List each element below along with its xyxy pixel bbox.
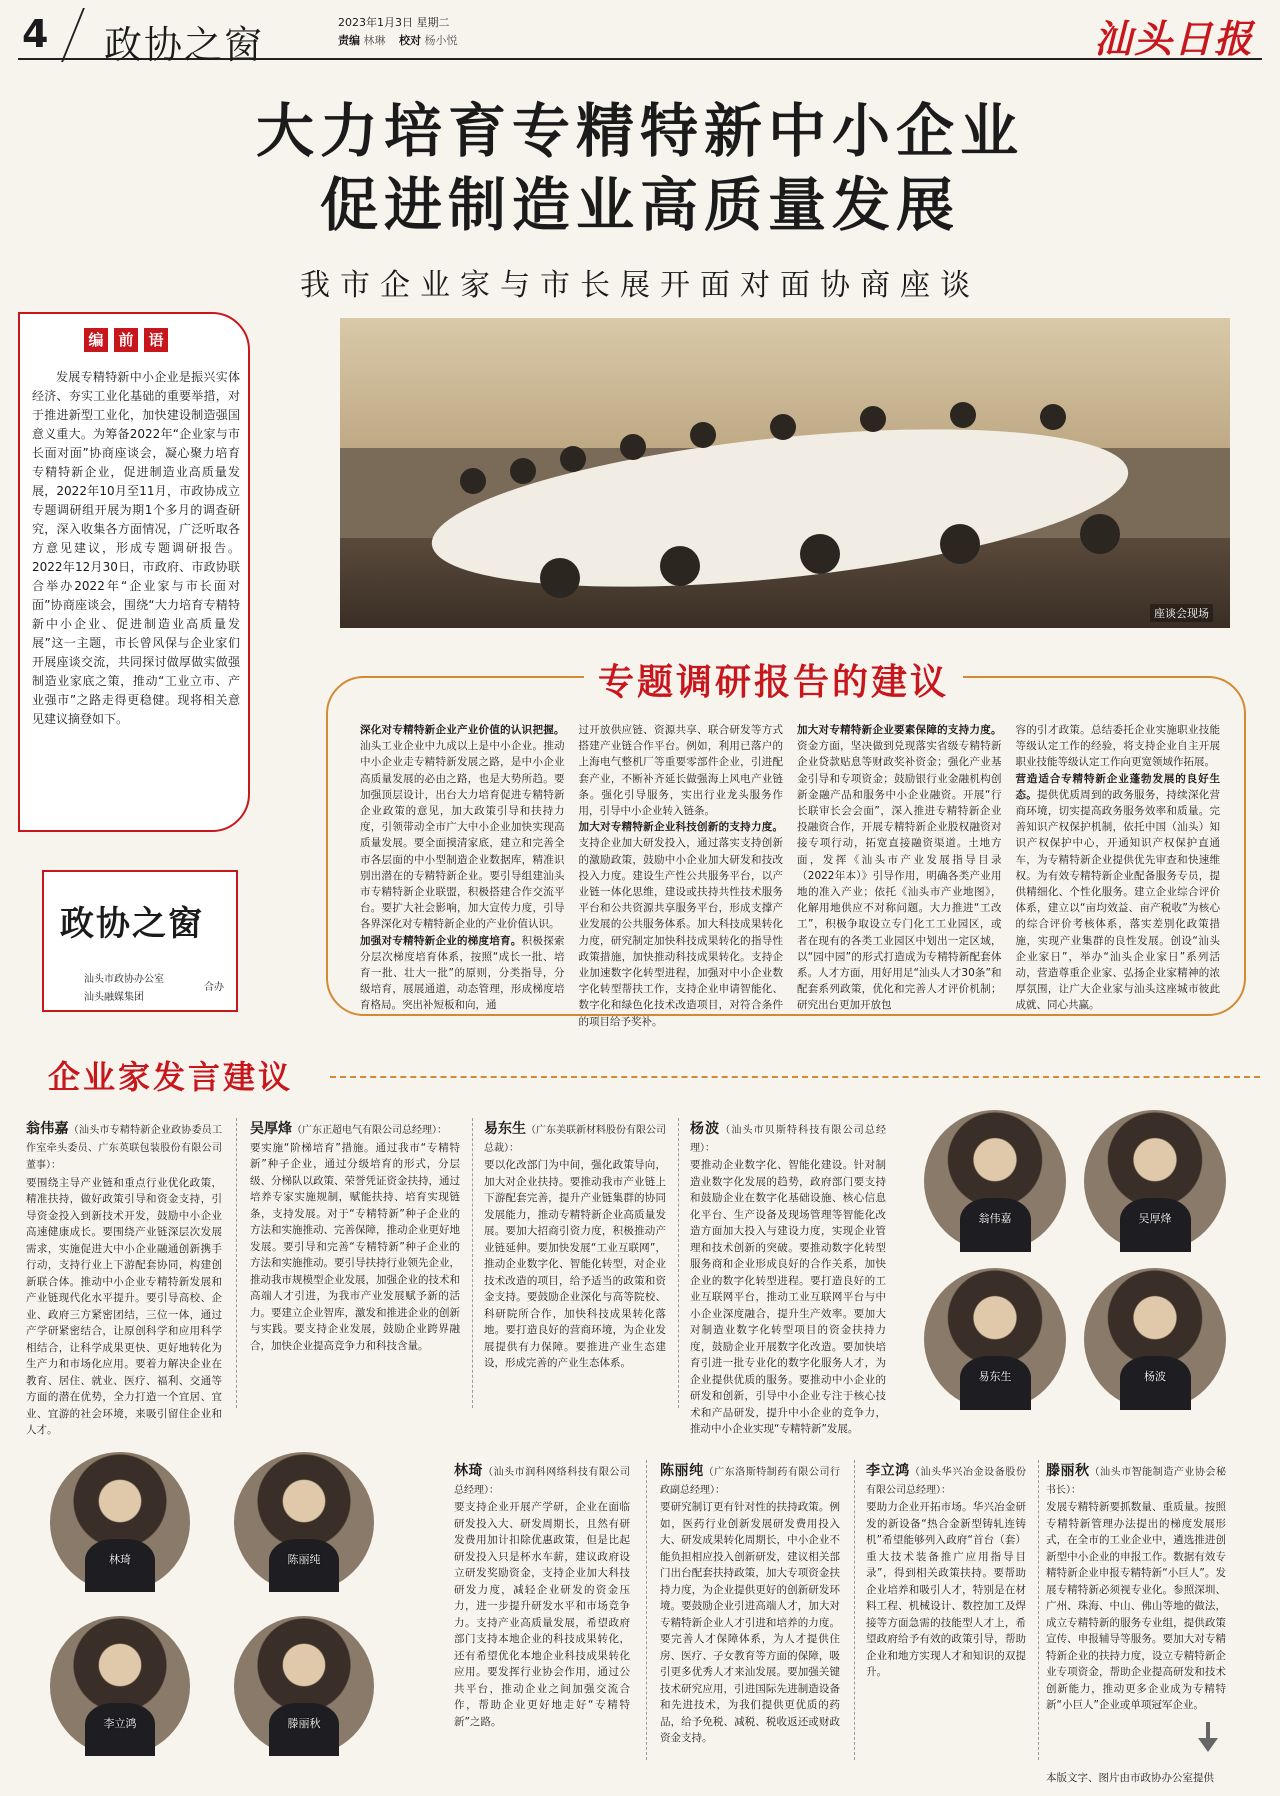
speaker-speech: 要以化改部门为中间，强化政策导向，加大对企业扶持。要推动我市产业链上下游配套完善，提升产业链集群的协同发展能力，推动专精特新企业高质量发展。要加大招商引资力度，积极推动产业链延伸。要加快发展“工业互联网”，推动企业数字化、智能化转型，对企业技术改造的项目，给予适当的政策和资金支持。要鼓励企业深化与高等院校、科研院所合作，加快科技成果转化落地。要打造良好的营商环境，为企业发展提供有力保障。要推进产业生态建设，形成完善的产业生态体系。 bbox=[484, 1159, 666, 1369]
photo-person bbox=[860, 406, 886, 432]
report-paragraph: 汕头工业企业中九成以上是中小企业。推动中小企业走专精特新发展之路，是中小企业高质量发展的必由之路，也是大势所趋。要加强顶层设计，出台大力培育促进专精特新企业政策的意见，加大政策引导和扶持力度，引领带动全市广大中小企业加快实现高质量发展。要全面摸清家底，建立和完善全市各层面的中小型制造企业数据库，精准识别出潜在的专精特新企业。要引导组建汕头市专精特新企业联盟，积极搭建合作交流平台。要扩大社会影响，加大宣传力度，引导各界深化对专精特新企业的产业价值认识。 bbox=[360, 740, 565, 931]
speaker-speech: 要围绕主导产业链和重点行业优化政策，精准扶持，做好政策引导和资金支持，引导资金投入到新技术开发，鼓励中小企业高速健康成长。要围绕产业链深层次发展需求，实施促进大中小企业融通创新携手行动，支持行业上下游配套协同，构建创新联合体。推动中小企业专精特新发展和产业链现代化水平提升。要引导高校、企业、政府三方紧密团结，三位一体，通过产学研紧密结合，让原创科学和应用科学相结合，让科学成果更快、更好地转化为生产力和市场化应用。要着力解决企业在教育、居住、就业、医疗、福利、交通等方面的潜在优势，全力打造一个宜居、宜业、宜游的社会环境，来吸引留住企业和人才。 bbox=[26, 1176, 222, 1436]
speaker-photo bbox=[1084, 1268, 1226, 1410]
photo-label: 杨波 bbox=[1144, 1370, 1166, 1384]
section-name: 政协之窗 bbox=[104, 23, 265, 67]
section-divider bbox=[330, 1076, 1260, 1078]
speaker-name: 陈丽纯 bbox=[660, 1463, 704, 1479]
speaker-title: （广东洛斯特制药有限公司行政副总经理）： bbox=[660, 1467, 841, 1496]
photo-person bbox=[950, 402, 976, 428]
photo-person bbox=[540, 558, 580, 598]
speaker-name: 杨波 bbox=[690, 1121, 721, 1137]
speaker-title: （广东正超电气有限公司总经理）： bbox=[292, 1125, 447, 1136]
report-paragraph: 支持企业加大研发投入，通过落实支持创新的激励政策，鼓励中小企业加大研发和技改投入力度。建设生产性公共服务平台，以产业链一体化思维，建设或扶持共性技术服务平台和公共资源共享服务平台，形成支撑产业发展的公共服务体系。加大科技成果转化力度，研究制定加快科技成果转化的指导性政策措施，加快推动科技成果转化。支持企业加速数字化转型进程，加强对中小企业数字化转型帮扶工作，支持企业申请智能化、数字化和绿色化技术改造项目，对符合条件的项目给予奖补。 bbox=[578, 837, 783, 1028]
speaker-photo bbox=[1084, 1110, 1226, 1252]
issue-meta bbox=[338, 14, 468, 50]
speaker-photo bbox=[234, 1616, 374, 1756]
speaker-name: 易东生 bbox=[484, 1121, 526, 1137]
speaker-title: （广东美联新材料股份有限公司总裁）： bbox=[484, 1125, 666, 1154]
column-divider bbox=[472, 1118, 473, 1408]
column-divider bbox=[236, 1118, 237, 1408]
meeting-photo bbox=[340, 318, 1230, 626]
co-organizer-joint: 合办 bbox=[204, 982, 224, 993]
speaker-speech: 发展专精特新要抓数量、重质量。按照专精特新管理办法提出的梯度发展形式，在全市的工业企业中，遴选推进创新型中小企业的申报工作。数据有效专精特新企业申报专精特新“小巨人”。发展专精特新必须视专业化。参照深圳、广州、珠海、中山、佛山等地的做法，成立专精特新的服务专业组，提供政策宣传、申报辅导等服务。要加大对专精特新企业的扶持力度，设立专精特新企业专项资金，帮助企业提高研发和技术创新能力，推动更多企业成为专精特新“小巨人”企业或单项冠军企业。 bbox=[1046, 1501, 1226, 1711]
speaker-speech: 要实施“阶梯培育”措施。通过我市“专精特新”种子企业，通过分级培育的形式，分层级、分梯队以政策、荣誉凭证资金扶持，通过培养专家实施规制，赋能扶持、培育实现链条，支持发展。对于“专精特新”种子企业的方法和实施推动、完善保障，推动企业更好地发展。要引导和完善“专精特新”种子企业的方法和实施推动。要引导扶持行业领先企业，推动我市规模型企业发展，加强企业的技术和高端人才引进，为我市产业发展赋予新的活力。要建立企业智库，激发和推进企业的创新与实践。要支持企业发展，鼓励企业跨界融合，加快企业提高竞争力和科技含量。 bbox=[250, 1141, 460, 1352]
editor-note-tag bbox=[84, 328, 168, 352]
photo-person bbox=[940, 524, 980, 564]
photo-person bbox=[1040, 404, 1066, 430]
column-divider bbox=[1038, 1460, 1039, 1760]
speaker-photo bbox=[234, 1452, 374, 1592]
column-brand-box bbox=[42, 870, 238, 1012]
photo-label: 李立鸿 bbox=[103, 1716, 137, 1730]
report-title: 专题调研报告的建议 bbox=[584, 654, 963, 705]
speaker-speech: 要研究制订更有针对性的扶持政策。例如，医药行业创新发展研发费用投入大、研发成果转化周期长，中小企业不能负担相应投入创新研发，建议相关部门出台配套扶持政策，加大专项资金扶持力度，为企业提供更好的创新研发环境。要鼓励企业引进高端人才，加大对专精特新企业人才引进和培养的力度。要完善人才保障体系，为人才提供住房、医疗、子女教育等方面的保障，吸引更多优秀人才来汕发展。要加强关键技术研究应用，引进国际先进制造设备和先进技术，为我们提供更优质的药品，给予免税、减税、税收返还或财政资金支持。 bbox=[660, 1501, 840, 1744]
photo-person bbox=[770, 414, 796, 440]
speaker-title: （汕头华兴冶金设备股份有限公司总经理）： bbox=[866, 1467, 1027, 1496]
editor-label: 责编 bbox=[338, 34, 360, 47]
report-paragraph: 容的引才政策。总结委托企业实施职业技能等级认定工作的经验，将支持企业自主开展职业技能等级认定工作向更宽领域作拓展。 bbox=[1015, 724, 1220, 769]
speaker-block bbox=[660, 1460, 840, 1760]
speaker-title: （汕头市智能制造产业协会秘书长）： bbox=[1046, 1467, 1227, 1496]
speaker-name: 林琦 bbox=[454, 1463, 484, 1479]
co-organizer-2: 汕头融媒集团 bbox=[84, 992, 144, 1003]
speaker-block bbox=[26, 1118, 223, 1436]
footnote: 本版文字、图片由市政协办公室提供 bbox=[1046, 1772, 1214, 1784]
report-columns bbox=[360, 722, 1221, 1028]
speaker-block bbox=[866, 1460, 1026, 1760]
staff-line bbox=[338, 32, 468, 50]
report-subhead: 加大对专精特新企业要素保障的支持力度。 bbox=[797, 724, 1002, 736]
photo-caption: 座谈会现场 bbox=[1150, 604, 1213, 622]
report-paragraph: 积极探索分层次梯度培育体系，按照“成长一批、培育一批、壮大一批”的原则，分类指导，分级培育，展展通道，动态管理，形成梯度培育格局。突出补短板和向，通 bbox=[360, 934, 565, 1012]
report-paragraph: 过开放供应链、资源共享、联合研发等方式搭建产业链合作平台。例如，利用已落户的上海电气整机厂等重要零部件企业，引进配套产业，不断补齐延长做强海上风电产业链条。强化引导服务，实出行业龙头服务作用，引导中小企业转入链条。 bbox=[578, 724, 783, 818]
photo-label: 易东生 bbox=[978, 1370, 1012, 1384]
speaker-block bbox=[484, 1118, 666, 1408]
speaker-speech: 要支持企业开展产学研，企业在面临研发投入大、研发周期长，且然有研发费用加计扣除优惠政策，但是比起研发投入只是杯水车薪，建议政府设立研发奖励资金，支持企业加大科技研发力度，减轻企业研发的资金压力，进一步提升研发水平和市场竞争力。支持产业高质量发展，希望政府部门支持本地企业的科技成果转化，还有希望优化本地企业科技成果转化应用。要发挥行业协会作用，通过公共平台，推动企业之间加强交流合作，帮助企业更好地走好“专精特新”之路。 bbox=[454, 1501, 630, 1728]
headline-line-1: 大力培育专精特新中小企业 bbox=[255, 97, 1024, 165]
speaker-title: （汕头市专精特新企业政协委员工作室牵头委员、广东英联包装股份有限公司董事）： bbox=[26, 1125, 223, 1171]
photo-label: 林琦 bbox=[109, 1552, 131, 1566]
editor-note-text: 发展专精特新中小企业是振兴实体经济、夯实工业化基础的重要举措，对于推进新型工业化，加快建设制造强国意义重大。为筹备2022年“企业家与市长面对面”协商座谈会，凝心聚力培育专精特新企业，促进制造业高质量发展，2022年10月至11月，市政协成立专题调研组开展为期1个多月的调查研究，深入收集各方面情况，广泛听取各方意见建议，形成专题调研报告。2022年12月30日，市政府、市政协联合举办2022年“企业家与市长面对面”协商座谈会，围绕“大力培育专精特新中小企业、促进制造业高质量发展”这一主题，市长曾风保与企业家们开展座谈交流，共同探讨做厚做实做强制造业家底之策，推动“工业立市、产业强市”之路走得更稳健。现将相关意见建议摘登如下。 bbox=[32, 370, 240, 726]
editor-name: 林琳 bbox=[363, 34, 386, 47]
photo-person bbox=[620, 434, 646, 460]
co-organizer-1: 汕头市政协办公室 bbox=[84, 974, 164, 985]
speaker-name: 李立鸿 bbox=[866, 1463, 910, 1479]
speaker-speech: 要助力企业开拓市场。华兴冶金研发的新设备“热合金新型铸轧连铸机”希望能够列入政府“首台（套）重大技术装备推广应用指导目录”，得到相关政策扶持。要帮助企业培养和吸引人才，特别是在材料工程、机械设计、数控加工及焊接等方面急需的技能型人才上，希望政府给予有效的政策引导，帮助企业和地方实现人才和知识的双提升。 bbox=[866, 1501, 1026, 1678]
speaker-name: 吴厚烽 bbox=[250, 1121, 292, 1137]
entrepreneur-section-title: 企业家发言建议 bbox=[48, 1058, 294, 1096]
editor-note-box bbox=[18, 312, 250, 832]
report-subhead: 营造适合专精特新企业蓬勃发展的良好生态。 bbox=[1015, 772, 1220, 801]
speaker-block bbox=[1046, 1460, 1226, 1730]
speaker-block bbox=[454, 1460, 630, 1760]
speaker-photo bbox=[50, 1616, 190, 1756]
arrow-down-icon bbox=[1198, 1722, 1218, 1752]
photo-person bbox=[460, 468, 486, 494]
speaker-block bbox=[250, 1118, 460, 1408]
report-paragraph: 资金方面，坚决做到兑现落实省级专精特新企业贷款贴息等财政奖补资金；强化产业基金引导和专项资金；鼓励银行业金融机构创新金融产品和服务中小企业融资。开展“行长联审长会会面”，深入推进专精特新企业投融资合作，开展专精特新企业股权融资对接专项行动，拓宽直接融资渠道。土地方面，发挥《汕头市产业发展指导目录（2022年本）》引导作用，明确各类产业用地的准入产业；依托《汕头市产业地图》，化解用地供应不对称问题。大力推进“工改工”，积极争取设立专门化工工业园区，或者在现有的各类工业园区中划出一定区域，以“园中园”的形式打造成为专精特新配套体系。人才方面，用好用足“汕头人才30条”和配套系列政策，优化和完善人才评价机制；研究出台更加开放包 bbox=[797, 740, 1002, 1012]
column-divider bbox=[854, 1460, 855, 1760]
headline-subtitle: 我市企业家与市长展开面对面协商座谈 bbox=[300, 268, 980, 303]
report-column bbox=[360, 722, 565, 1012]
speaker-name: 翁伟嘉 bbox=[26, 1121, 69, 1137]
report-column bbox=[1015, 722, 1221, 1012]
speaker-name: 滕丽秋 bbox=[1046, 1463, 1090, 1479]
speaker-title: （汕头市润科网络科技有限公司总经理）： bbox=[454, 1467, 631, 1496]
page-number: 4 bbox=[22, 12, 49, 56]
editor-note-tag-char: 语 bbox=[144, 328, 168, 352]
photo-person bbox=[510, 458, 536, 484]
speaker-photo bbox=[924, 1110, 1066, 1252]
photo-label: 陈丽纯 bbox=[287, 1552, 321, 1566]
photo-person bbox=[690, 422, 716, 448]
editor-note-tag-char: 前 bbox=[114, 328, 138, 352]
photo-person bbox=[1080, 514, 1120, 554]
photo-label: 翁伟嘉 bbox=[978, 1212, 1012, 1226]
photo-person bbox=[800, 534, 840, 574]
editor-note-tag-char: 编 bbox=[84, 328, 108, 352]
photo-person bbox=[560, 446, 586, 472]
report-column bbox=[578, 722, 784, 1028]
issue-date: 2023年1月3日 星期二 bbox=[338, 16, 450, 29]
speaker-title: （汕头市贝斯特科技有限公司总经理）： bbox=[690, 1125, 886, 1154]
column-divider bbox=[678, 1118, 679, 1408]
speaker-block bbox=[690, 1118, 886, 1435]
proof-name: 杨小悦 bbox=[424, 34, 458, 47]
speaker-photo bbox=[924, 1268, 1066, 1410]
photo-person bbox=[660, 546, 700, 586]
column-divider bbox=[646, 1460, 647, 1760]
headline-line-2: 促进制造业高质量发展 bbox=[319, 171, 960, 239]
report-paragraph: 提供优质周到的政务服务，持续深化营商环境，切实提高政务服务效率和质量。完善知识产权保护机制，依托中国（汕头）知识产权保护中心，开通知识产权保护直通车，为专精特新企业提供优先审查和快速维权。为有效专精特新企业配备服务专员，提供精细化、个性化服务。建立企业综合评价体系，建立以“亩均效益、亩产税收”为核心的综合评价考核体系，落实差别化政策措施，实现产业集群的良性发展。创设“汕头企业家日”，举办“汕头企业家日”系列活动，营造尊重企业家、弘扬企业家精神的浓厚氛围，让广大企业家与汕头这座城市彼此成就、同心共赢。 bbox=[1015, 788, 1221, 1012]
newspaper-logo: 汕头日报 bbox=[1093, 16, 1254, 61]
photo-label: 吴厚烽 bbox=[1138, 1212, 1172, 1226]
page-header bbox=[18, 8, 1262, 67]
report-subhead: 深化对专精特新企业产业价值的认识把握。 bbox=[360, 724, 565, 736]
report-subhead: 加大对专精特新企业科技创新的支持力度。 bbox=[578, 821, 783, 834]
proof-label: 校对 bbox=[399, 34, 421, 47]
speaker-photo bbox=[50, 1452, 190, 1592]
report-subhead: 加强对专精特新企业的梯度培育。 bbox=[360, 934, 522, 947]
header-divider bbox=[61, 8, 85, 62]
speaker-speech: 要推动企业数字化、智能化建设。针对制造业数字化发展的趋势，政府部门要支持和鼓励企业在数字化基础设施、核心信息化平台、生产设备及现场管理等智能化改造方面加大投入与建设力度，实现企业管理和技术创新的突破。要推动数字化转型服务商和企业形成良好的合作关系，加快企业的数字化转型进程。要打造良好的工业互联网平台，推动工业互联网平台与中小企业深度融合，提升生产效率。要加大对制造业数字化转型项目的资金扶持力度，鼓励企业开展数字化改造。要加快培育引进一批专业化的数字化服务人才，为企业提供优质的服务。要推动中小企业的研发和创新，引导中小企业专注于核心技术和产品研发，提升中小企业的竞争力，推动中小企业实现“专精特新”发展。 bbox=[690, 1159, 886, 1435]
column-brand-title: 政协之窗 bbox=[60, 904, 204, 944]
report-column bbox=[797, 722, 1002, 1012]
photo-label: 滕丽秋 bbox=[287, 1716, 321, 1730]
